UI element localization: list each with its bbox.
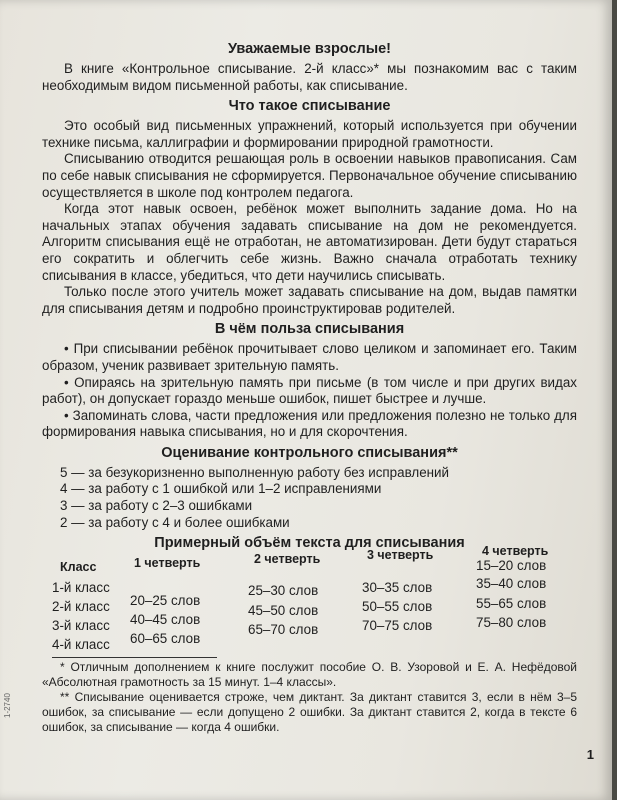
spine-mark: 1-2740 bbox=[3, 693, 12, 718]
table-cell: 40–45 слов bbox=[130, 612, 201, 628]
grading-list bbox=[60, 465, 577, 531]
table-cell: 75–80 слов bbox=[476, 615, 547, 631]
page-title: Уважаемые взрослые! bbox=[227, 41, 392, 57]
grade-item: 3 — за работу с 2–3 ошибками bbox=[60, 498, 253, 514]
paragraph: Списыванию отводится решающая роль в освоении навыков правописания. Сам по себе навык списывания не сформируется. Первоначальное обучение списыванию осуществляется в школе под контролем педагога. bbox=[42, 151, 577, 200]
table-cell: 30–35 слов bbox=[362, 580, 433, 596]
footnote: * Отличным дополнением к книге послужит пособие О. В. Узоровой и Е. А. Нефёдовой «Абсолютная грамотность за 15 минут. 1–4 классы». bbox=[42, 660, 577, 690]
table-cell: 60–65 слов bbox=[130, 631, 201, 647]
footnote-divider bbox=[52, 657, 217, 658]
table-cell-class: 3-й класс bbox=[52, 618, 110, 634]
grade-item: 2 — за работу с 4 и более ошибками bbox=[60, 514, 290, 530]
bullet-item: • Запоминать слова, части предложения или предложения полезно не только для формирования навыка списывания, но и для скорочтения. bbox=[42, 407, 577, 440]
grade-item: 5 — за безукоризненно выполненную работу без исправлений bbox=[60, 464, 450, 480]
table-cell: 55–65 слов bbox=[476, 596, 547, 612]
page-number: 1 bbox=[586, 747, 594, 762]
bullet-item: • Опираясь на зрительную память при письме (в том числе и при других видах работ), он допускает гораздо меньше ошибок, пишет быстрее и лучше. bbox=[42, 374, 577, 407]
table-cell: 35–40 слов bbox=[476, 576, 547, 592]
grade-item: 4 — за работу с 1 ошибкой или 1–2 исправлениями bbox=[60, 481, 382, 497]
footnotes bbox=[42, 660, 577, 735]
table-cell: 45–50 слов bbox=[248, 603, 319, 619]
section-heading-grading: Оценивание контрольного списывания** bbox=[161, 444, 458, 461]
table-cell: 65–70 слов bbox=[248, 622, 319, 638]
table-header: 2 четверть bbox=[254, 552, 321, 567]
table-cell-class: 2-й класс bbox=[52, 599, 110, 615]
table-cell: 50–55 слов bbox=[362, 599, 433, 615]
table-cell: 20–25 слов bbox=[130, 593, 201, 609]
intro-paragraph: В книге «Контрольное списывание. 2-й класс»* мы познакомим вас с таким необходимым видом письменной работы, как списывание. bbox=[42, 61, 577, 93]
table-cell: 70–75 слов bbox=[362, 618, 433, 634]
table-cell-class: 4-й класс bbox=[52, 637, 110, 653]
paragraph: Это особый вид письменных упражнений, который используется при обучении технике письма, каллиграфии и формировании природной грамотности. bbox=[42, 118, 577, 150]
paragraph: Когда этот навык освоен, ребёнок может выполнить задание дома. Но на начальных этапах обучения задавать списывание на дом не рекомендуется. Алгоритм списывания ещё не отработан, не автоматизирован. Дети будут стараться его сократить и облегчить себе жизнь. Важно сначала отработать технику списывания в классе, убедиться, что дети научились списывать. bbox=[42, 201, 577, 283]
footnote: ** Списывание оценивается строже, чем диктант. За диктант ставится 3, если в нём 3–5 ошибок, за списывание — если допущено 2 ошибки. За диктант ставится 2, когда в тексте 6 ошибок, за списывание — когда 4 ошибки. bbox=[42, 690, 577, 735]
table-header: 4 четверть bbox=[482, 544, 549, 559]
table-header: 3 четверть bbox=[367, 548, 434, 563]
section-heading-benefits: В чём польза списывания bbox=[214, 321, 405, 338]
table-header: Класс bbox=[60, 560, 97, 575]
bullet-item: • При списывании ребёнок прочитывает слово целиком и запоминает его. Таким образом, ученик развивает зрительную память. bbox=[42, 341, 577, 373]
volume-table bbox=[42, 544, 577, 655]
table-cell-class: 1-й класс bbox=[52, 580, 110, 596]
table-header: 1 четверть bbox=[134, 556, 201, 571]
paragraph: Только после этого учитель может задавать списывание на дом, выдав памятки для списывания детям и подробно проинструктировав родителей. bbox=[42, 284, 577, 316]
table-cell: 25–30 слов bbox=[248, 583, 319, 599]
table-cell: 15–20 слов bbox=[476, 558, 547, 574]
page-content bbox=[42, 40, 577, 735]
section-heading-volume: Примерный объём текста для списывания bbox=[154, 535, 465, 552]
section-heading-what-is: Что такое списывание bbox=[228, 98, 391, 115]
